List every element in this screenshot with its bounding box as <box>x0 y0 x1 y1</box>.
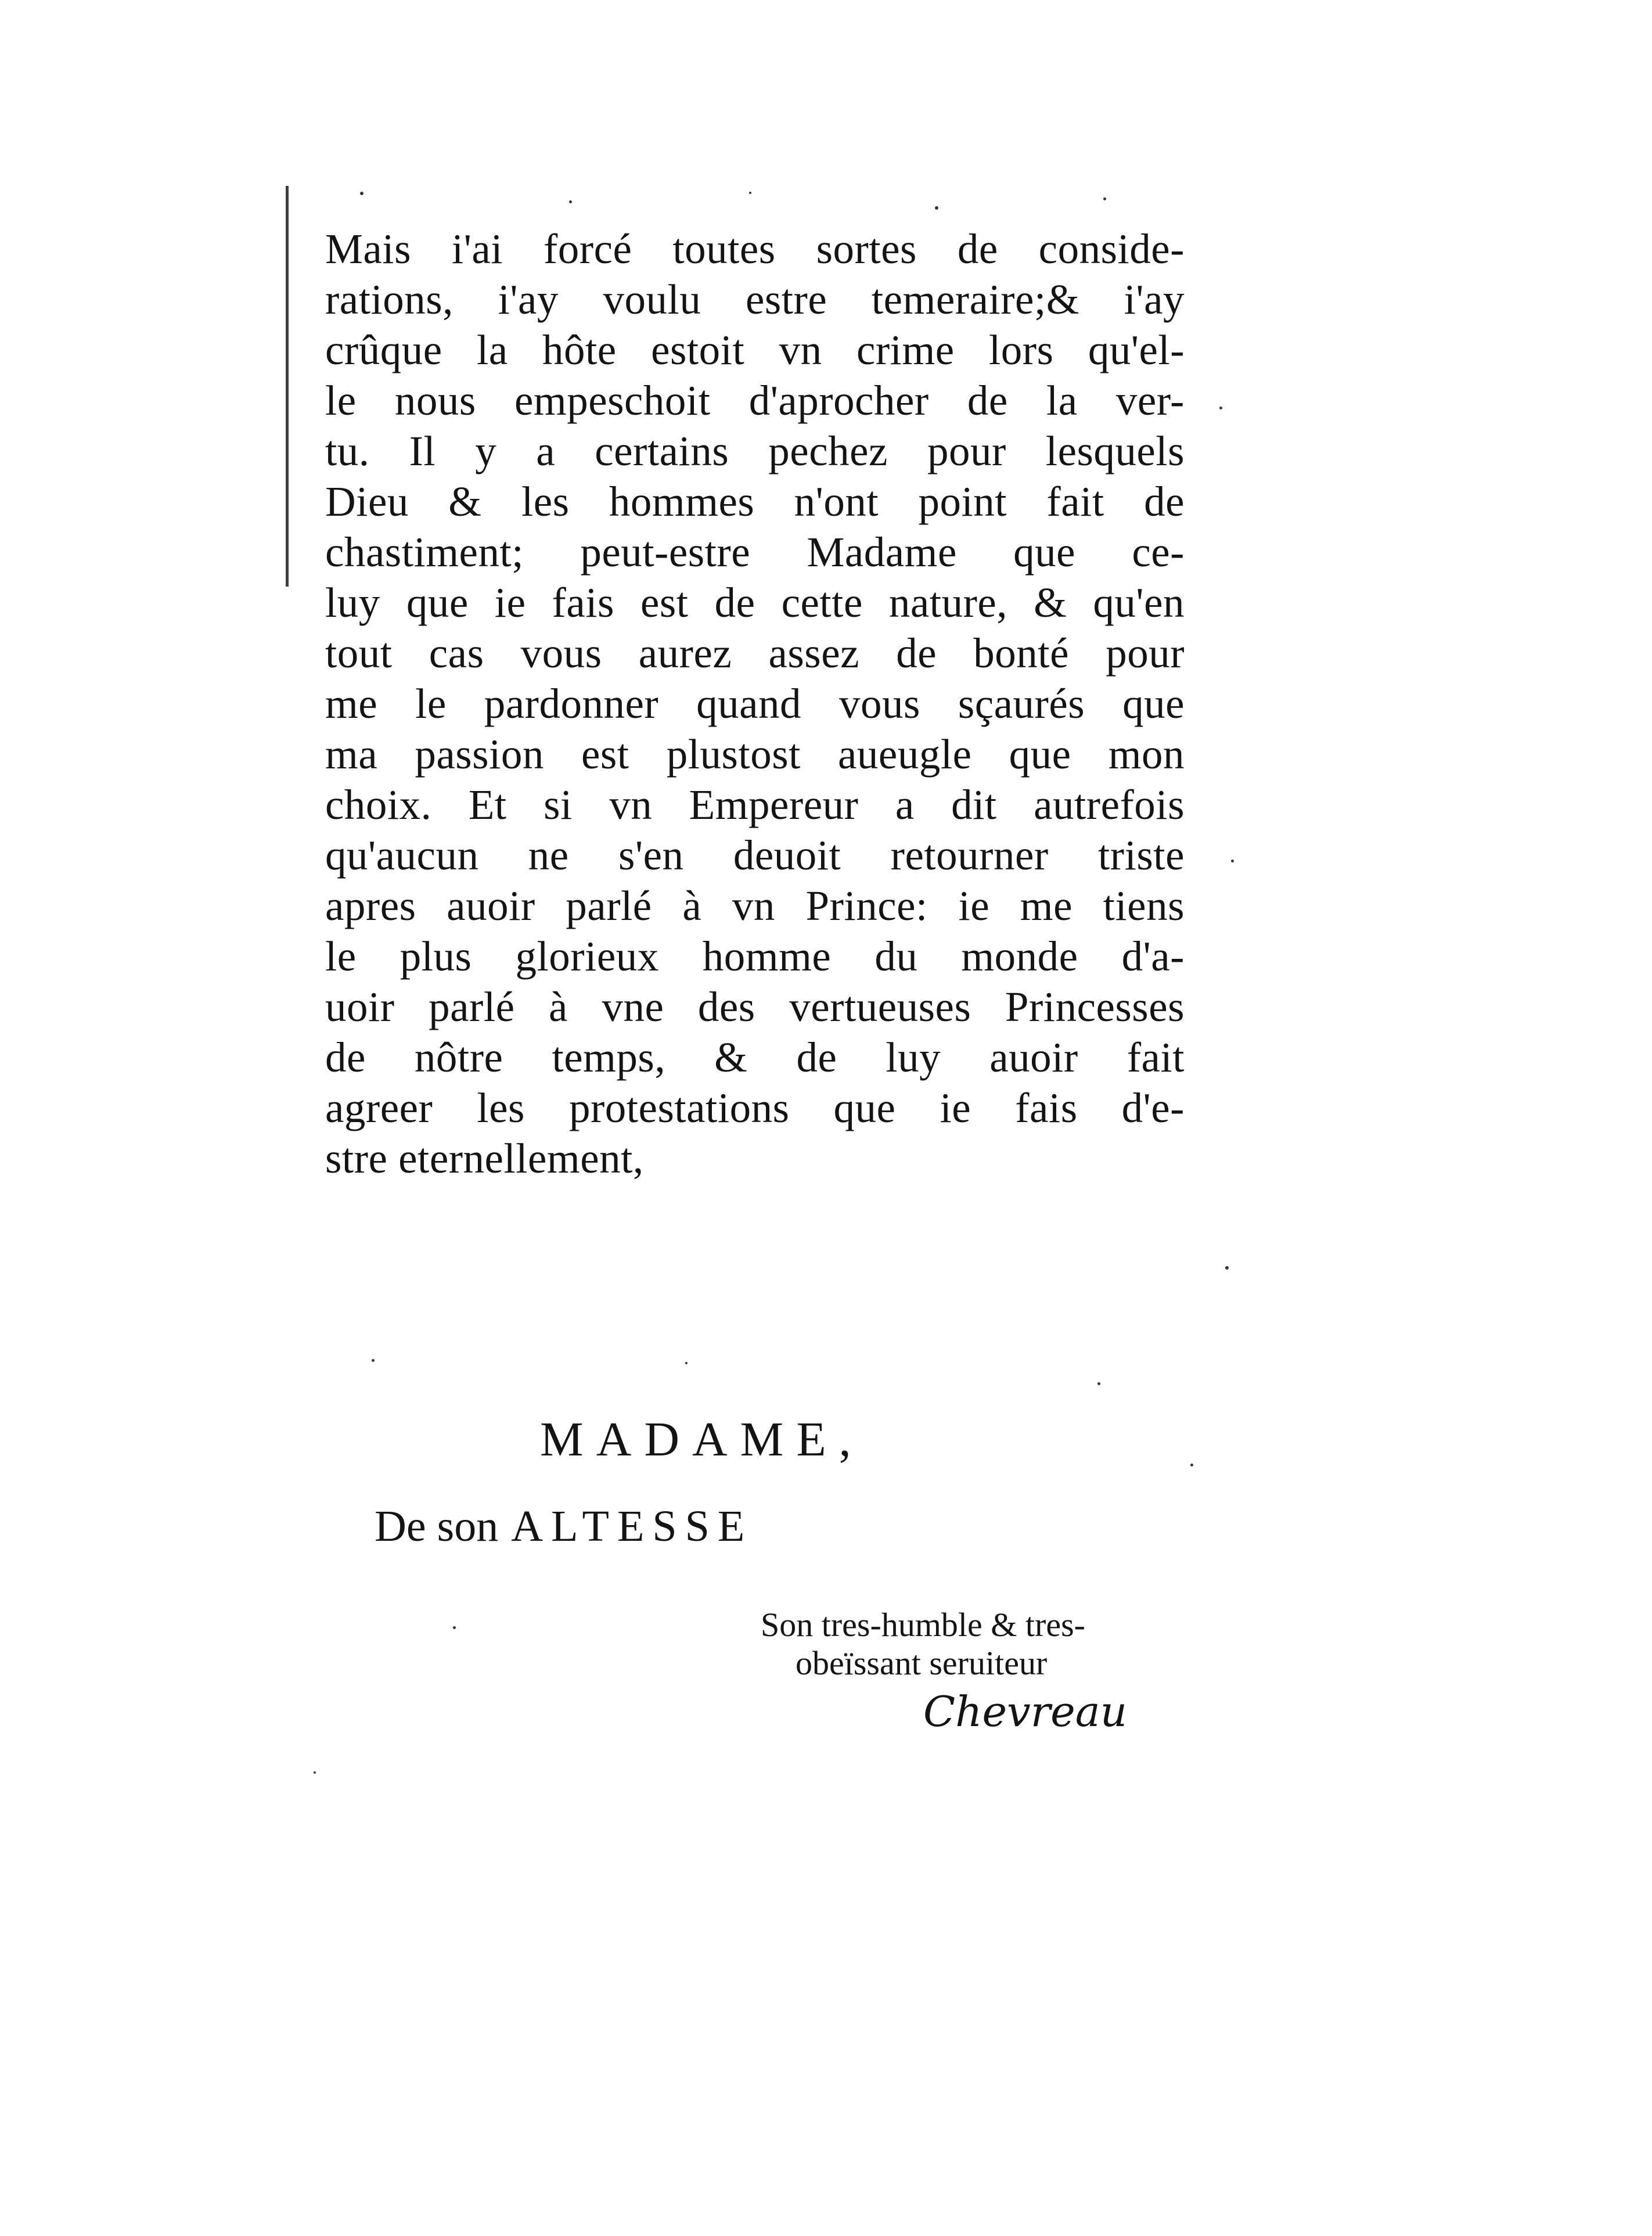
text-line: qu'aucun ne s'en deuoit retourner triste <box>325 832 1185 879</box>
text-line: rations, i'ay voulu estre temeraire;& i'ay <box>325 276 1185 323</box>
text-line: tu. Il y a certains pechez pour lesquels <box>325 427 1185 474</box>
text-line: Dieu & les hommes n'ont point fait de <box>325 478 1185 525</box>
text-line: Mais i'ai forcé toutes sortes de conside- <box>325 225 1185 272</box>
closing-line: Son tres-humble & tres- <box>761 1606 1085 1644</box>
text-line: tout cas vous aurez assez de bonté pour <box>325 630 1185 677</box>
address-prefix: De son <box>375 1502 499 1551</box>
text-line: crûque la hôte estoit vn crime lors qu'el- <box>325 326 1185 373</box>
ink-speck <box>1190 1464 1193 1466</box>
text-line: me le pardonner quand vous sçaurés que <box>325 680 1185 727</box>
ink-speck <box>1103 197 1106 200</box>
text-line: le plus glorieux homme du monde d'a- <box>325 933 1185 980</box>
salutation: MADAME, <box>540 1412 864 1466</box>
body-text <box>325 224 1185 1184</box>
ink-speck <box>360 192 363 195</box>
ink-speck <box>1225 1266 1229 1270</box>
text-line: le nous empeschoit d'aprocher de la ver- <box>325 377 1185 424</box>
ink-speck <box>569 200 572 203</box>
closing-formula <box>761 1606 1085 1683</box>
ink-speck <box>749 192 751 194</box>
text-line: stre eternellement, <box>325 1135 644 1182</box>
ink-speck <box>453 1626 456 1629</box>
text-line: uoir parlé à vne des vertueuses Princesses <box>325 983 1185 1030</box>
ink-speck <box>935 206 938 210</box>
ink-speck <box>1231 860 1234 862</box>
ink-speck <box>314 1771 316 1774</box>
text-line: ma passion est plustost aueugle que mon <box>325 731 1185 778</box>
text-line: luy que ie fais est de cette nature, & qu'en <box>325 579 1185 626</box>
closing-line: obeïssant seruiteur <box>796 1644 1048 1682</box>
gutter-rule <box>286 186 289 587</box>
text-line: apres auoir parlé à vn Prince: ie me tiens <box>325 882 1185 929</box>
text-line: choix. Et si vn Empereur a dit autrefois <box>325 781 1185 828</box>
text-line: chastiment; peut-estre Madame que ce- <box>325 529 1185 576</box>
ink-speck <box>1097 1382 1100 1385</box>
text-line: de nôtre temps, & de luy auoir fait <box>325 1034 1185 1081</box>
signature: Chevreau <box>923 1687 1128 1736</box>
address-line <box>375 1501 753 1552</box>
ink-speck <box>685 1362 688 1364</box>
address-title: ALTESSE <box>511 1502 753 1551</box>
text-line: agreer les protestations que ie fais d'e- <box>325 1084 1185 1131</box>
ink-speck <box>1219 407 1222 409</box>
ink-speck <box>372 1359 375 1362</box>
